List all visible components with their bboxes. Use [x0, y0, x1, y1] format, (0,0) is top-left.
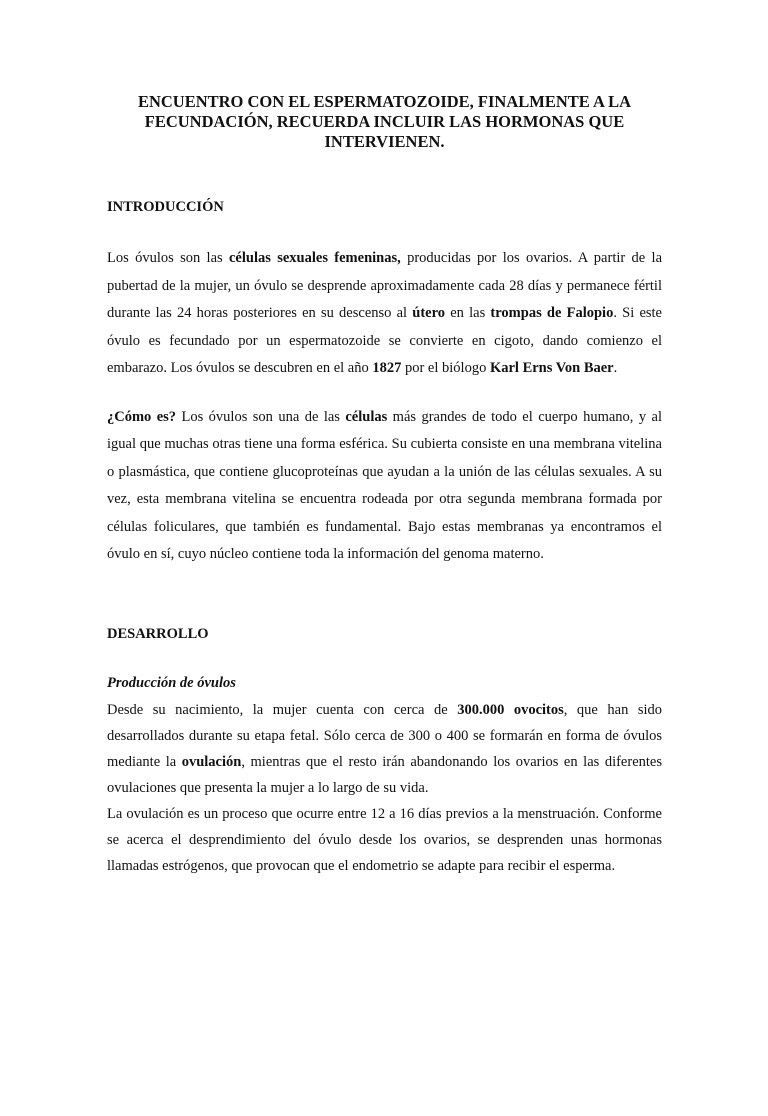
document-page	[0, 92, 768, 1116]
text-run: . Si este óvulo es fecundado por un espermatozoide se convierte en cigoto, dando comienzo el embarazo. Los óvulos se descubren en el año	[107, 305, 662, 376]
text-run: por el biólogo	[401, 360, 490, 376]
bold-run: 1827	[372, 360, 402, 376]
subheading-produccion: Producción de óvulos	[107, 674, 236, 691]
bold-run: útero	[412, 305, 446, 321]
ovulacion-paragraph: La ovulación es un proceso que ocurre entre 12 a 16 días previos a la menstruación. Conforme se acerca el desprendimiento del óvulo desde los ovarios, se desprenden unas hormonas llamadas estrógenos, que provocan que el endometrio se adapte para recibir el esperma.	[107, 805, 662, 874]
section-heading-desarrollo: DESARROLLO	[107, 625, 209, 642]
bold-run: trompas de Falopio	[490, 305, 614, 321]
section-heading-introduccion: INTRODUCCIÓN	[107, 199, 224, 215]
text-run: Desde su nacimiento, la mujer cuenta con cerca de	[107, 701, 458, 718]
bold-run: Karl Erns Von Baer	[489, 360, 614, 376]
bold-run: células	[345, 408, 388, 425]
produccion-paragraph	[107, 697, 662, 801]
text-run: .	[613, 360, 618, 376]
text-run: , mientras que el resto irán abandonando los ovarios en las diferentes ovulaciones que presenta la mujer a lo largo de su vida.	[107, 753, 662, 796]
text-run: , que han sido desarrollados durante su etapa fetal. Sólo cerca de 300 o 400 se formarán en forma de óvulos mediante la	[107, 701, 663, 770]
text-run: más grandes de todo el cuerpo humano, y al igual que muchas otras tiene una forma esférica. Su cubierta consiste en una membrana vitelina o plasmástica, que contiene glucoproteínas que ayudan a la unión de las células sexuales. A su vez, esta membrana vitelina se encuentra rodeada por otra segunda membrana formada por células foliculares, que también es fundamental. Bajo estas membranas ya encontramos el óvulo en sí, cuyo núcleo contiene toda la información del genoma materno.	[107, 408, 662, 562]
bold-run: ovulación	[181, 753, 242, 770]
bold-run: células sexuales femeninas,	[229, 250, 401, 266]
text-run: producidas por los ovarios. A partir de la pubertad de la mujer, un óvulo se desprende aproximadamente cada 28 días y permanece fértil durante las 24 horas posteriores en su descenso al	[107, 250, 663, 321]
text-run: Los óvulos son una de las	[176, 408, 346, 425]
text-run: en las	[445, 305, 491, 321]
text-run: Los óvulos son las	[107, 250, 229, 266]
bold-run: 300.000 ovocitos	[457, 701, 564, 718]
document-title: ENCUENTRO CON EL ESPERMATOZOIDE, FINALMENTE A LA FECUNDACIÓN, RECUERDA INCLUIR LAS HORMONAS QUE INTERVIENEN.	[137, 92, 632, 151]
como-es-paragraph	[107, 404, 662, 569]
intro-paragraph	[107, 245, 662, 383]
bold-run: ¿Cómo es?	[107, 408, 177, 425]
